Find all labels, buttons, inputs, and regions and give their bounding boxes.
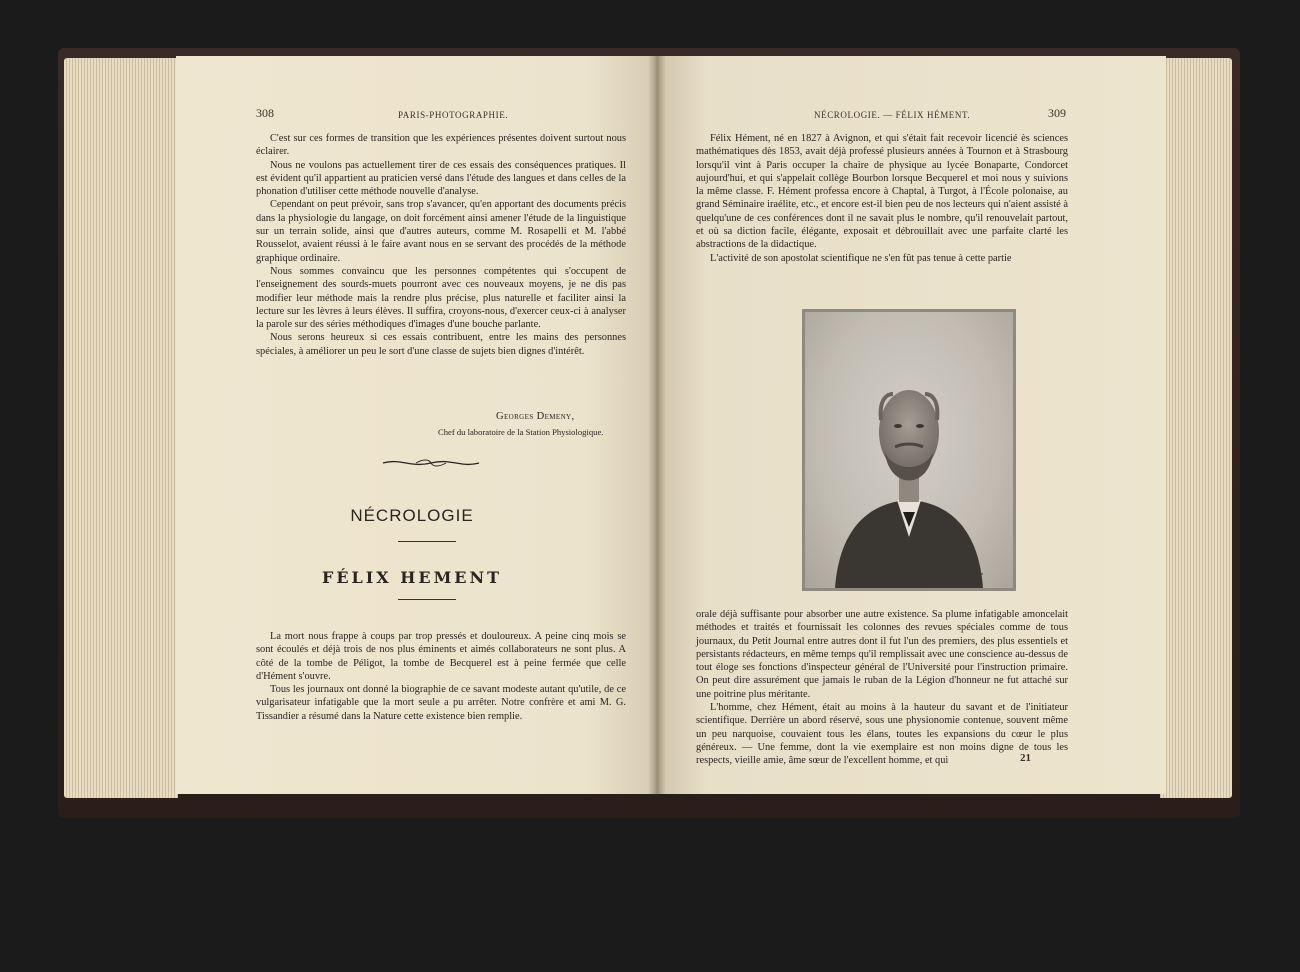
signature-title: Chef du laboratoire de la Station Physiologique.	[438, 427, 604, 437]
portrait-figure	[805, 312, 1013, 588]
article-body	[256, 132, 626, 358]
signature-mark: 21	[1020, 752, 1031, 764]
section-title: NÉCROLOGIE	[350, 506, 474, 525]
signature-name: Georges Demeny,	[496, 411, 575, 422]
paragraph: Nous serons heureux si ces essais contribuent, entre les mains des personnes spéciales, à améliorer un peu le sort d'une classe de sujets bien dignes d'intérêt.	[256, 332, 626, 357]
page-edges-left	[64, 58, 178, 798]
paragraph: L'homme, chez Hément, était au moins à la hauteur du savant et de l'initiateur scientifique. Derrière un abord réservé, sous une physionomie contenue, souvent même un peu narquoise, couvaient tous les élans, toutes les expansions du cœur le plus généreux. — Une femme, dont la vie exemplaire est non moins digne de tous les respects, vieille amie, âme sœur de l'excellent homme, et qui	[696, 702, 1068, 767]
ornament-flourish	[381, 456, 481, 470]
paragraph: C'est sur ces formes de transition que les expériences présentes doivent surtout nous éclairer.	[256, 133, 626, 158]
running-head: NÉCROLOGIE. — FÉLIX HÉMENT.	[814, 110, 971, 120]
page-number: 309	[1048, 106, 1066, 120]
right-page	[656, 56, 1166, 794]
paragraph: Félix Hément, né en 1827 à Avignon, et qui s'était fait recevoir licencié ès sciences mathématiques dès 1853, avait déjà professé plusieurs années à Tournon et à Strasbourg lorsqu'il vint à Paris occuper la chaire de physique au lycée Bonaparte, Condorcet aujourd'hui, et qui s'appelait collège Bourbon lorsque Becquerel et moi nous y suivions la même classe. F. Hément professa encore à Chaptal, à Turgot, à l'École polonaise, au grand Séminaire iraélite, etc., et encore est-il bien peu de nos lecteurs qui n'aient assisté à quelqu'une de ces conférences dont il ne savait plus le nombre, qu'il renouvelait partout, et où sa diction facile, élégante, exposait et débrouillait avec une parfaite clarté les abstractions de la didactique.	[696, 133, 1068, 251]
paragraph: La mort nous frappe à coups par trop pressés et douloureux. A peine cinq mois se sont écoulés et déjà trois de nos plus éminents et aimés collaborateurs ne sont plus. A côté de la tombe de Péligot, la tombe de Becquerel est à peine fermée que celle d'Hément s'ouvre.	[256, 631, 626, 682]
left-page	[176, 56, 656, 794]
paragraph: Nous sommes convaincu que les personnes compétentes qui s'occupent de l'enseignement des sourds-muets pourront avec ces nouveaux moyens, je ne dis pas modifier leur méthode mais la rendre plus précise, plus naturelle et faciliter ainsi la lecture sur les lèvres à leurs élèves. Il suffira, croyons-nous, d'exercer ceux-ci à analyser la parole sur des séries méthodiques d'images d'une bouche parlante.	[256, 265, 626, 331]
article-body-continued	[696, 608, 1068, 768]
article-body	[696, 132, 1068, 265]
divider	[398, 541, 456, 542]
book-gutter	[648, 56, 666, 794]
paragraph: orale déjà suffisante pour absorber une autre existence. Sa plume infatigable amoncelait méthodes et traités et fournissait les colonnes des revues spéciales comme de tous journaux, du Petit Journal entre autres dont il fut l'un des premiers, des plus essentiels et persistants rédacteurs, en même temps qu'il remplissait avec une conscience au-dessus de tout éloge ses fonctions d'inspecteur général de l'Université pour l'instruction primaire. On peut dire assurément que jamais le ruban de la Légion d'honneur ne fut attaché sur une poitrine plus méritante.	[696, 609, 1068, 700]
page-number: 308	[256, 106, 274, 120]
running-head: PARIS-PHOTOGRAPHIE.	[398, 110, 509, 120]
paragraph: Tous les journaux ont donné la biographie de ce savant modeste autant qu'utile, de ce vulgarisateur infatigable que la mort seule a pu arrêter. Notre confrère et ami M. G. Tissandier a résumé dans la Nature cette existence bien remplie.	[256, 684, 626, 722]
portrait-photo	[802, 309, 1016, 591]
page-edges-right	[1160, 58, 1232, 798]
obituary-name: FÉLIX HEMENT	[321, 568, 503, 587]
paragraph: L'activité de son apostolat scientifique ne s'en fût pas tenue à cette partie	[710, 252, 1012, 264]
paragraph: Cependant on peut prévoir, sans trop s'avancer, qu'en apportant des documents précis dans la physiologie du langage, on doit forcément ainsi amener l'étude de la linguistique sur un terrain solide, ainsi que d'autres auteurs, comme M. Rosapelli et M. l'abbé Rousselot, avaient réussi à le faire avant nous en se servant des procédés de la méthode graphique ordinaire.	[256, 199, 626, 264]
paragraph: Nous ne voulons pas actuellement tirer de ces essais des conséquences pratiques. Il est évident qu'il appartient au praticien versé dans l'étude des langues et dans celles de la phonation d'utiliser cette méthode nouvelle d'analyse.	[256, 159, 626, 198]
divider	[398, 599, 456, 600]
obituary-body	[256, 630, 626, 723]
